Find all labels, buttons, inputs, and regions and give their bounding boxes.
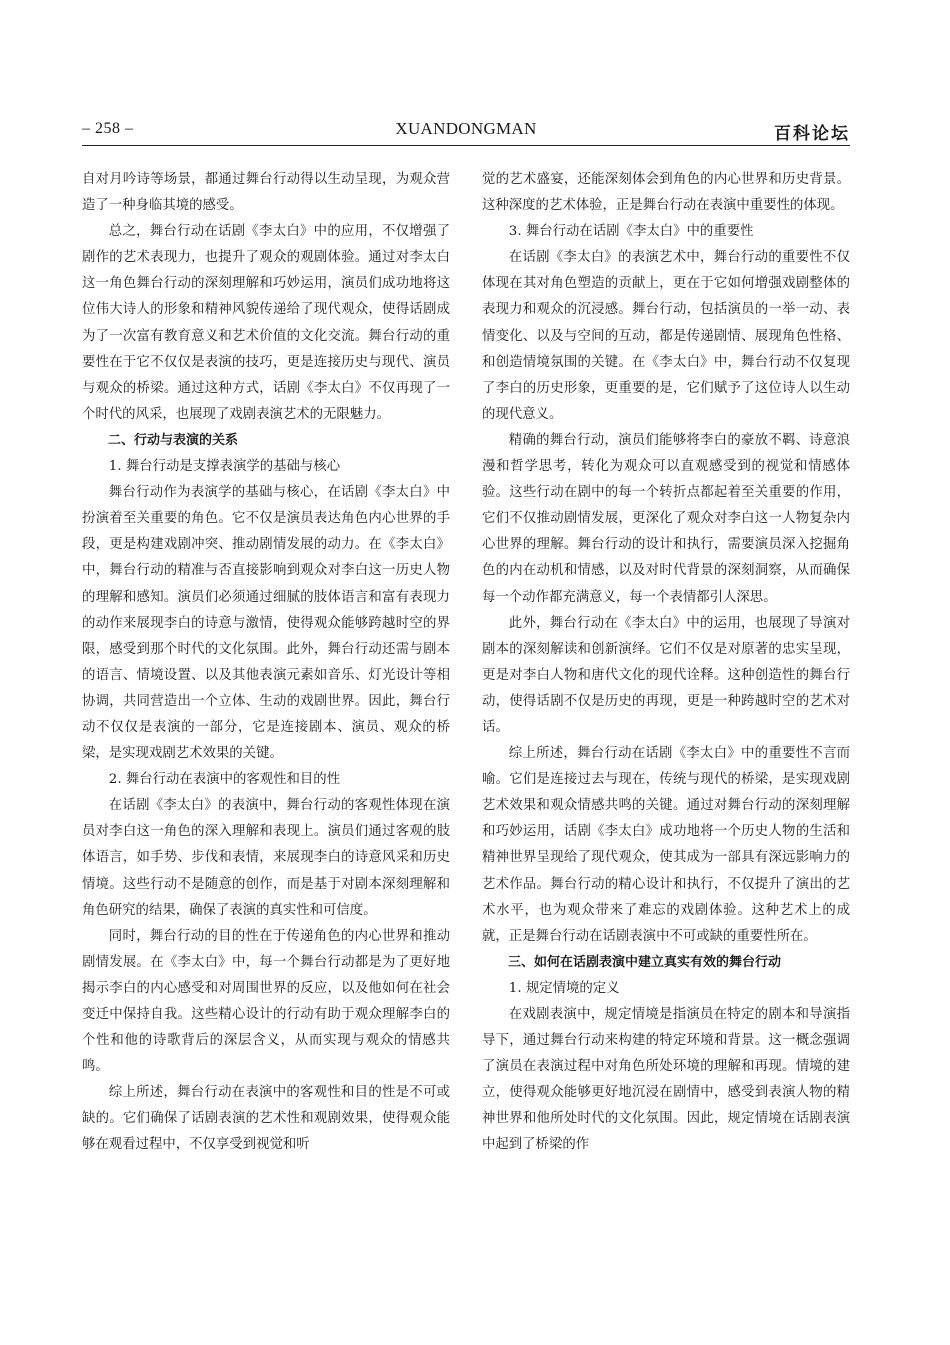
- right-column: [482, 167, 850, 1159]
- subsection-heading: 1. 规定情境的定义: [508, 980, 620, 996]
- page-number: – 258 –: [82, 120, 134, 137]
- subsection-heading: 1. 舞台行动是支撑表演学的基础与核心: [108, 459, 341, 475]
- paragraph: 觉的艺术盛宴，还能深刻体会到角色的内心世界和历史背景。这种深度的艺术体验，正是舞台行动在表演中重要性的体现。: [482, 172, 850, 214]
- journal-title: XUANDONGMAN: [395, 119, 537, 138]
- paragraph: 在戏剧表演中，规定情境是指演员在特定的剧本和导演指导下，通过舞台行动来构建的特定环境和背景。这一概念强调了演员在表演过程中对角色所处环境的理解和再现。情境的建立，使得观众能够更好地沉浸在剧情中，感受到表演人物的精神世界和他所处时代的文化氛围。因此，规定情境在话剧表演中起到了桥梁的作: [482, 1007, 850, 1153]
- section-heading: 三、如何在话剧表演中建立真实有效的舞台行动: [508, 954, 782, 970]
- paragraph: 在话剧《李太白》的表演艺术中，舞台行动的重要性不仅体现在其对角色塑造的贡献上，更在于它如何增强戏剧整体的表现力和观众的沉浸感。舞台行动，包括演员的一举一动、表情变化、以及与空间的互动，都是传递剧情、展现角色性格、和创造情境氛围的关键。在《李太白》中，舞台行动不仅复现了李白的历史形象，更重要的是，它们赋予了这位诗人以生动的现代意义。: [482, 250, 850, 422]
- paragraph: 自对月吟诗等场景，都通过舞台行动得以生动呈现，为观众营造了一种身临其境的感受。: [82, 172, 450, 214]
- section-title: 百科论坛: [774, 124, 850, 143]
- paragraph: 总之，舞台行动在话剧《李太白》中的应用，不仅增强了剧作的艺术表现力，也提升了观众的观剧体验。通过对李太白这一角色舞台行动的深刻理解和巧妙运用，演员们成功地将这位伟大诗人的形象和精神风貌传递给了现代观众，使得话剧成为了一次富有教育意义和艺术价值的文化交流。舞台行动的重要性在于它不仅仅是表演的技巧，更是连接历史与现代、演员与观众的桥梁。通过这种方式，话剧《李太白》不仅再现了一个时代的风采，也展现了戏剧表演艺术的无限魅力。: [82, 224, 450, 422]
- paragraph: 综上所述，舞台行动在话剧《李太白》中的重要性不言而喻。它们是连接过去与现在，传统与现代的桥梁，是实现戏剧艺术效果和观众情感共鸣的关键。通过对舞台行动的深刻理解和巧妙运用，话剧《李太白》成功地将一个历史人物的生活和精神世界呈现给了现代观众，使其成为一部具有深远影响力的艺术作品。舞台行动的精心设计和执行，不仅提升了演出的艺术水平，也为观众带来了难忘的戏剧体验。这种艺术上的成就，正是舞台行动在话剧表演中不可或缺的重要性所在。: [482, 746, 850, 944]
- paragraph: 精确的舞台行动，演员们能够将李白的豪放不羁、诗意浪漫和哲学思考，转化为观众可以直观感受到的视觉和情感体验。这些行动在剧中的每一个转折点都起着至关重要的作用，它们不仅推动剧情发展，更深化了观众对李白这一人物复杂内心世界的理解。舞台行动的设计和执行，需要演员深入挖掘角色的内在动机和情感，以及对时代背景的深刻洞察，从而确保每一个动作都充满意义，每一个表情都引人深思。: [482, 432, 850, 605]
- subsection-heading: 2. 舞台行动在表演中的客观性和目的性: [108, 772, 341, 788]
- paragraph: 同时，舞台行动的目的性在于传递角色的内心世界和推动剧情发展。在《李太白》中，每一个舞台行动都是为了更好地揭示李白的内心感受和对周围世界的反应，以及他如何在社会变迁中保持自我。这些精心设计的行动有助于观众理解李白的个性和他的诗歌背后的深层含义，从而实现与观众的情感共鸣。: [82, 928, 450, 1075]
- section-heading: 二、行动与表演的关系: [108, 432, 239, 448]
- paragraph: 在话剧《李太白》的表演中，舞台行动的客观性体现在演员对李白这一角色的深入理解和表现上。演员们通过客观的肢体语言，如手势、步伐和表情，来展现李白的诗意风采和历史情境。这些行动不是随意的创作，而是基于对剧本深刻理解和角色研究的结果，确保了表演的真实性和可信度。: [82, 798, 450, 918]
- header-rule: [82, 145, 850, 146]
- paragraph: 舞台行动作为表演学的基础与核心，在话剧《李太白》中扮演着至关重要的角色。它不仅是演员表达角色内心世界的手段，更是构建戏剧冲突、推动剧情发展的动力。在《李太白》中，舞台行动的精准与否直接影响到观众对李白这一历史人物的理解和感知。演员们必须通过细腻的肢体语言和富有表现力的动作来展现李白的诗意与激情，使得观众能够跨越时空的界限，感受到那个时代的文化氛围。此外，舞台行动还需与剧本的语言、情境设置、以及其他表演元素如音乐、灯光设计等相协调，共同营造出一个立体、生动的戏剧世界。因此，舞台行动不仅仅是表演的一部分，它是连接剧本、演员、观众的桥梁，是实现戏剧艺术效果的关键。: [82, 485, 450, 762]
- subsection-heading: 3. 舞台行动在话剧《李太白》中的重要性: [508, 224, 754, 240]
- paragraph: 综上所述，舞台行动在表演中的客观性和目的性是不可或缺的。它们确保了话剧表演的艺术性和观剧效果，使得观众能够在观看过程中，不仅享受到视觉和听: [82, 1085, 450, 1153]
- left-column: [82, 167, 450, 1159]
- running-header: [82, 118, 850, 144]
- paragraph: 此外，舞台行动在《李太白》中的运用，也展现了导演对剧本的深刻解读和创新演绎。它们不仅是对原著的忠实呈现，更是对李白人物和唐代文化的现代诠释。这种创造性的舞台行动，使得话剧不仅是历史的再现，更是一种跨越时空的艺术对话。: [482, 615, 850, 735]
